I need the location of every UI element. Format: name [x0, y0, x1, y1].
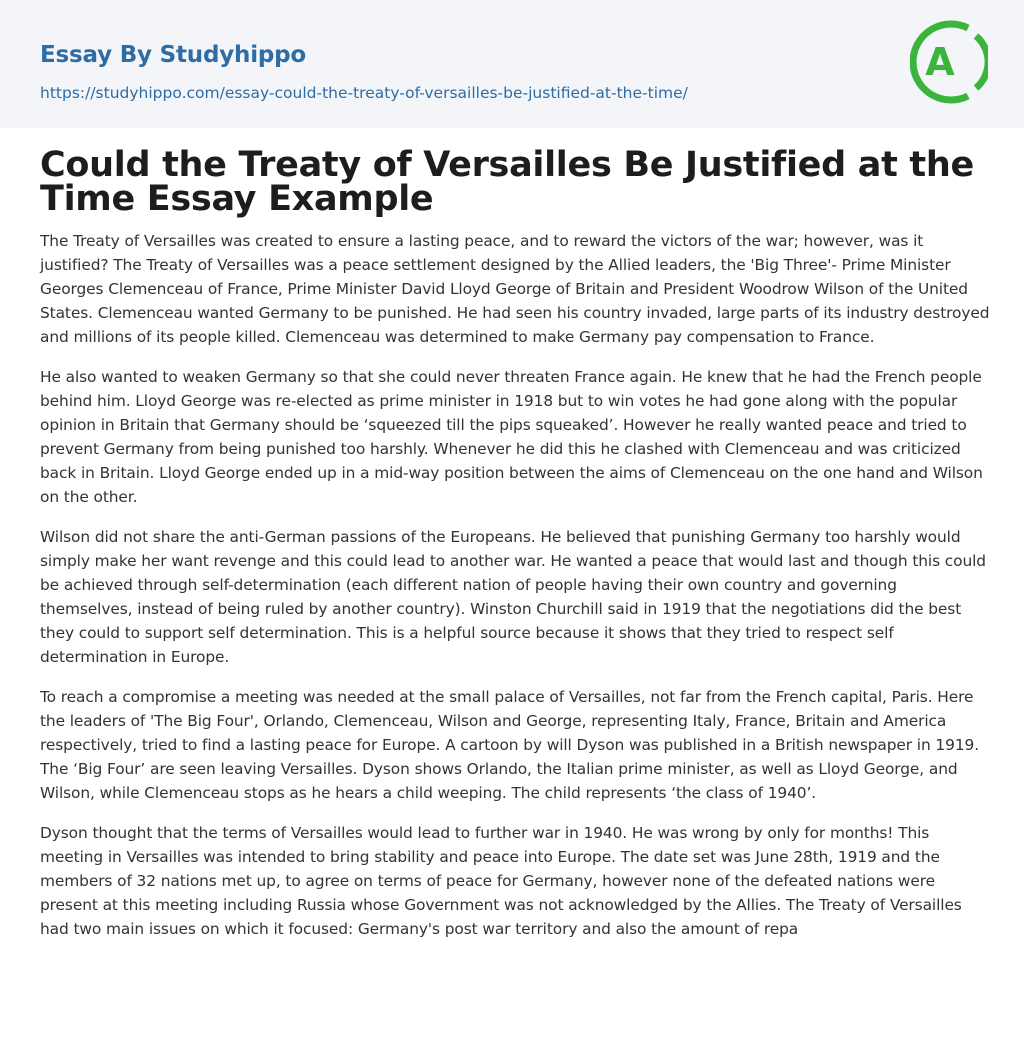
page-title: Could the Treaty of Versailles Be Justified at the Time Essay Example — [40, 145, 974, 219]
essay-paragraph: He also wanted to weaken Germany so that she could never threaten France again. He knew that he had the French people behind him. Lloyd George was re-elected as prime minister in 1918 but to win votes he had gone along with the popular opinion in Britain that Germany should be ‘squeezed till the pips squeaked’. However he really wanted peace and tried to prevent Germany from being punished too harshly. Whenever he did this he clashed with Clemenceau and was criticized back in Britain. Lloyd George ended up in a mid-way position between the aims of Clemenceau on the one hand and Wilson on the other. — [40, 368, 983, 506]
studyhippo-logo-icon[interactable] — [910, 18, 988, 106]
essay-paragraph: To reach a compromise a meeting was needed at the small palace of Versailles, not far from the French capital, Paris. Here the leaders of 'The Big Four', Orlando, Clemenceau, Wilson and George, representing Italy, France, Britain and America respectively, tried to find a lasting peace for Europe. A cartoon by will Dyson was published in a British newspaper in 1919. The ‘Big Four’ are seen leaving Versailles. Dyson shows Orlando, the Italian prime minister, as well as Lloyd George, and Wilson, while Clemenceau stops as he hears a child weeping. The child represents ‘the class of 1940’. — [40, 688, 979, 802]
essay-url-link[interactable]: https://studyhippo.com/essay-could-the-treaty-of-versailles-be-justified-at-the-time/ — [40, 84, 688, 102]
essay-paragraph: Wilson did not share the anti-German passions of the Europeans. He believed that punishing Germany too harshly would simply make her want revenge and this could lead to another war. He wanted a peace that would last and though this could be achieved through self-determination (each different nation of people having their own country and governing themselves, instead of being ruled by another country). Winston Churchill said in 1919 that the negotiations did the best they could to support self determination. This is a helpful source because it shows that they tried to respect self determination in Europe. — [40, 528, 986, 666]
site-header — [0, 0, 1024, 128]
essay-paragraph: The Treaty of Versailles was created to ensure a lasting peace, and to reward the victors of the war; however, was it justified? The Treaty of Versailles was a peace settlement designed by the Allied leaders, the 'Big Three'- Prime Minister Georges Clemenceau of France, Prime Minister David Lloyd George of Britain and President Woodrow Wilson of the United States. Clemenceau wanted Germany to be punished. He had seen his country invaded, large parts of its industry destroyed and millions of its people killed. Clemenceau was determined to make Germany pay compensation to France. — [40, 232, 990, 346]
logo-letter: A — [925, 40, 955, 84]
essay-body — [40, 229, 990, 957]
site-title[interactable]: Essay By Studyhippo — [40, 42, 307, 68]
essay-paragraph: Dyson thought that the terms of Versailles would lead to further war in 1940. He was wrong by only for months! This meeting in Versailles was intended to bring stability and peace into Europe. The date set was June 28th, 1919 and the members of 32 nations met up, to agree on terms of peace for Germany, however none of the defeated nations were present at this meeting including Russia whose Government was not acknowledged by the Allies. The Treaty of Versailles had two main issues on which it focused: Germany's post war territory and also the amount of repa — [40, 824, 962, 938]
